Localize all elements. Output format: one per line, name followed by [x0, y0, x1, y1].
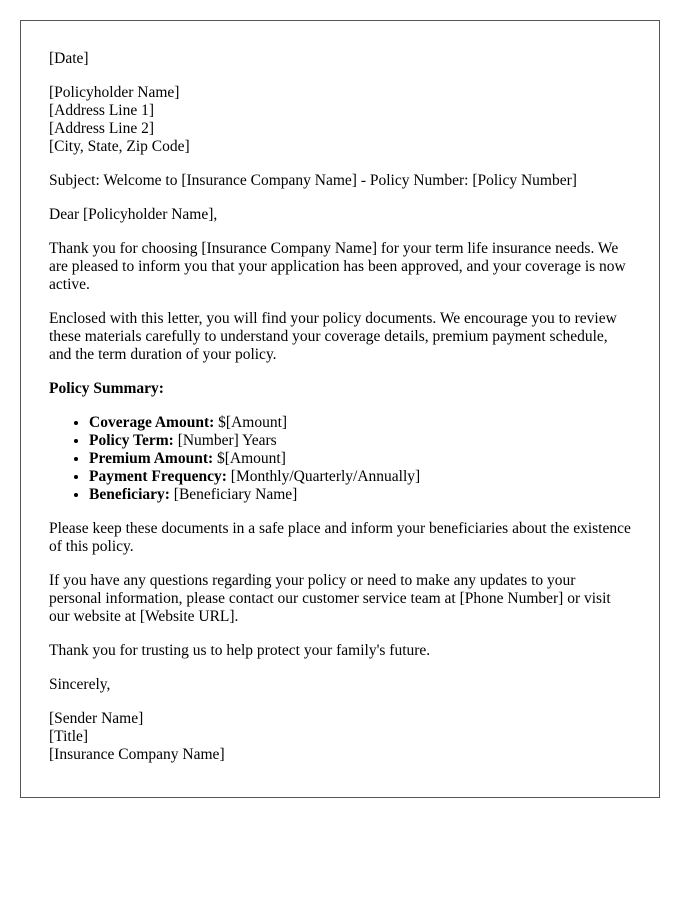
- sender-company: [Insurance Company Name]: [49, 746, 225, 763]
- summary-value: $[Amount]: [213, 450, 286, 467]
- city-state-zip: [City, State, Zip Code]: [49, 138, 190, 155]
- policy-summary-heading: Policy Summary:: [49, 380, 164, 397]
- thanks-paragraph: Thank you for trusting us to help protect your family's future.: [49, 642, 431, 659]
- policy-summary-list: [49, 414, 631, 504]
- enclosed-paragraph: Enclosed with this letter, you will find your policy documents. We encourage you to review these materials carefully to understand your coverage details, premium payment schedule, and the term duration of your policy.: [49, 310, 617, 363]
- list-item: [89, 486, 631, 504]
- salutation: Dear [Policyholder Name],: [49, 206, 218, 223]
- list-item: [89, 414, 631, 432]
- intro-paragraph: Thank you for choosing [Insurance Company Name] for your term life insurance needs. We are pleased to inform you that your application has been approved, and your coverage is now active.: [49, 240, 626, 293]
- address-line-2: [Address Line 2]: [49, 120, 155, 137]
- signoff: Sincerely,: [49, 676, 111, 693]
- sender-name: [Sender Name]: [49, 710, 144, 727]
- summary-value: [Number] Years: [173, 432, 277, 449]
- summary-value: [Beneficiary Name]: [169, 486, 298, 503]
- summary-label: Policy Term:: [89, 432, 174, 449]
- summary-label: Beneficiary:: [89, 486, 170, 503]
- sender-block: [49, 710, 631, 764]
- list-item: [89, 432, 631, 450]
- sender-title: [Title]: [49, 728, 89, 745]
- letter-date: [Date]: [49, 50, 89, 67]
- keep-safe-paragraph: Please keep these documents in a safe place and inform your beneficiaries about the existence of this policy.: [49, 520, 631, 555]
- contact-paragraph: If you have any questions regarding your policy or need to make any updates to your personal information, please contact our customer service team at [Phone Number] or visit our website at [Website URL].: [49, 572, 611, 625]
- recipient-name: [Policyholder Name]: [49, 84, 180, 101]
- subject-line: Subject: Welcome to [Insurance Company Name] - Policy Number: [Policy Number]: [49, 172, 577, 189]
- recipient-address: [49, 84, 631, 156]
- summary-value: [Monthly/Quarterly/Annually]: [226, 468, 421, 485]
- list-item: [89, 450, 631, 468]
- summary-value: $[Amount]: [214, 414, 288, 431]
- summary-label: Premium Amount:: [89, 450, 214, 467]
- letter-page: [20, 20, 660, 798]
- address-line-1: [Address Line 1]: [49, 102, 155, 119]
- summary-label: Coverage Amount:: [89, 414, 215, 431]
- list-item: [89, 468, 631, 486]
- summary-label: Payment Frequency:: [89, 468, 227, 485]
